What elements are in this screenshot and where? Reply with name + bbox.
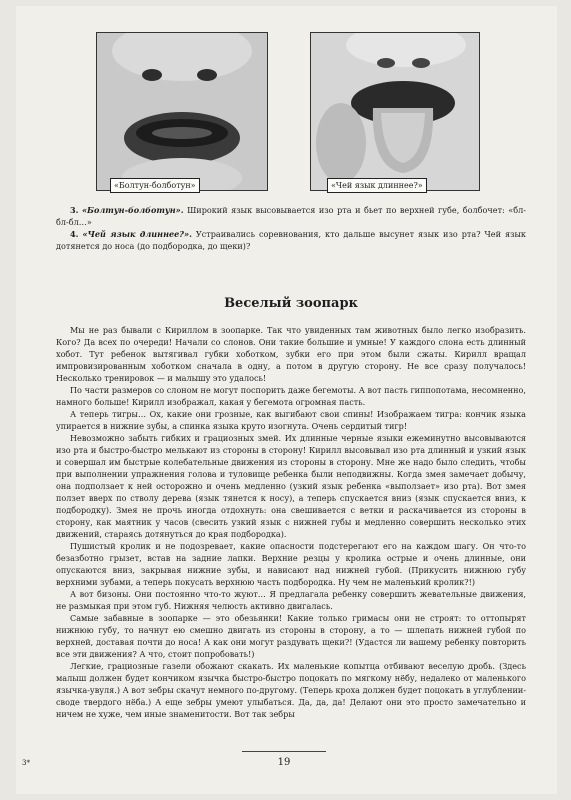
paragraph: По части размеров со слоном не могут поспорить даже бегемоты. А вот пасть гиппопотама, несомненно, намного больше! Кирилл изображал, какая у бегемота огромная пасть. <box>56 385 526 407</box>
footer-divider <box>242 751 326 752</box>
paragraph: А вот бизоны. Они постоянно что-то жуют… Я предлагала ребенку совершить жевательные движения, не размыкая при этом губ. Нижняя челюсть активно двигалась. <box>56 589 526 611</box>
exercise-list <box>56 204 526 252</box>
exercise-text: Устраивались соревнования, кто дальше высунет язык изо рта? Чей язык дотянется до носа (до подбородка, до щеки)? <box>56 229 526 251</box>
exercise-number: 4. <box>70 229 79 239</box>
exercise-title: «Чей язык длиннее?». <box>82 229 192 239</box>
book-page <box>16 6 557 794</box>
paragraph: А теперь тигры… Ох, какие они грозные, как выгибают свои спины! Изображаем тигра: кончик языка упирается в нижние зубы, а спинка языка круто изогнута. Очень сердитый тигр! <box>56 409 526 431</box>
photo-caption-tongue: «Чей язык длиннее?» <box>327 178 427 193</box>
body-text <box>56 324 526 720</box>
paragraph: Легкие, грациозные газели обожают скакать. Их маленькие копытца отбивают веселую дробь. (Здесь малыш должен будет кончиком язычка быстро-быстро поцокать по мягкому нёбу, недалеко от маленького язычка-увуля.) А вот зебры скачут немного по-другому. (Теперь кроха должен будет поцокать в углублении-своде твердого нёба.) А еще зебры умеют улыбаться. Да, да, да! Делают они это просто замечательно и ничем не хуже, чем иные знаменитости. Вот так зебры <box>56 661 526 719</box>
paragraph: Самые забавные в зоопарке — это обезьянки! Какие только гримасы они не строят: то оттопырят нижнюю губу, то начнут ею смешно двигать из стороны в сторону, а то — шлепать нижней губой по верхней, доставая почти до носа! А как они могут раздувать щеки?! (Удастся ли вашему ребенку повторить все эти движения? А что, стоит попробовать!) <box>56 613 526 659</box>
exercise-text: Широкий язык высовывается изо рта и бьет по верхней губе, болбочет: «бл-бл-бл…» <box>56 205 526 227</box>
photo-tongue <box>310 32 480 191</box>
paragraph: Мы не раз бывали с Кириллом в зоопарке. Так что увиденных там животных было легко изобразить. Кого? Да всех по очереди! Начали со слонов. Они такие большие и умные! У каждого слона есть длинный хобот. Тут ребенок вытягивал губки хоботком, зубки его при этом были сжаты. Кирилл вращал импровизированным хоботком сначала в одну, а потом в другую сторону. Не все сразу получалось! Несколько тренировок — и малышу это удалось! <box>56 325 526 383</box>
photo-caption-bolbotun: «Болтун-болботун» <box>110 178 200 193</box>
section-title: Веселый зоопарк <box>224 296 358 311</box>
exercise-item <box>56 228 526 252</box>
photo-bolbotun-image <box>97 33 267 190</box>
exercise-number: 3. <box>70 205 79 215</box>
page-number: 19 <box>277 757 291 768</box>
printer-signature: 3* <box>22 759 30 767</box>
paragraph: Невозможно забыть гибких и грациозных змей. Их длинные черные языки ежеминутно высовываются изо рта и быстро-быстро мелькают из стороны в сторону! Кирилл высовывал изо рта длинный и узкий язык и совершал им быстрые колебательные движения из стороны в сторону. Мне же надо было следить, чтобы при выполнении упражнения голова и туловище ребенка были неподвижны. Когда змея замечает добычу, она подползает к ней осторожно и очень медленно (узкий язык ребенка «выползает» изо рта). Вот змея ползет вверх по стволу дерева (язык тянется к носу), а теперь спускается вниз (язык спускается вниз, к подбородку). Змея не прочь иногда отдохнуть: она свешивается с ветки и раскачивается из стороны в сторону, как маятник у часов (свесить узкий язык с нижней губы и медленно совершить несколько этих движений, стараясь дотянуться до края подбородка). <box>56 433 526 539</box>
paragraph: Пушистый кролик и не подозревает, какие опасности подстерегают его на каждом шагу. Он что-то безазботно грызет, встав на задние лапки. Верхние резцы у кролика острые и очень длинные, они опускаются вниз, закрывая нижние зубы, и нависают над нижней губой. (Прикусить нижнюю губу верхними зубами, а теперь покусать верхнюю часть подбородка. Ну чем не маленький кролик?!) <box>56 541 526 587</box>
photo-bolbotun <box>96 32 268 191</box>
exercise-item <box>56 204 526 228</box>
exercise-title: «Болтун-болботун». <box>81 205 184 215</box>
photo-tongue-image <box>311 33 479 190</box>
